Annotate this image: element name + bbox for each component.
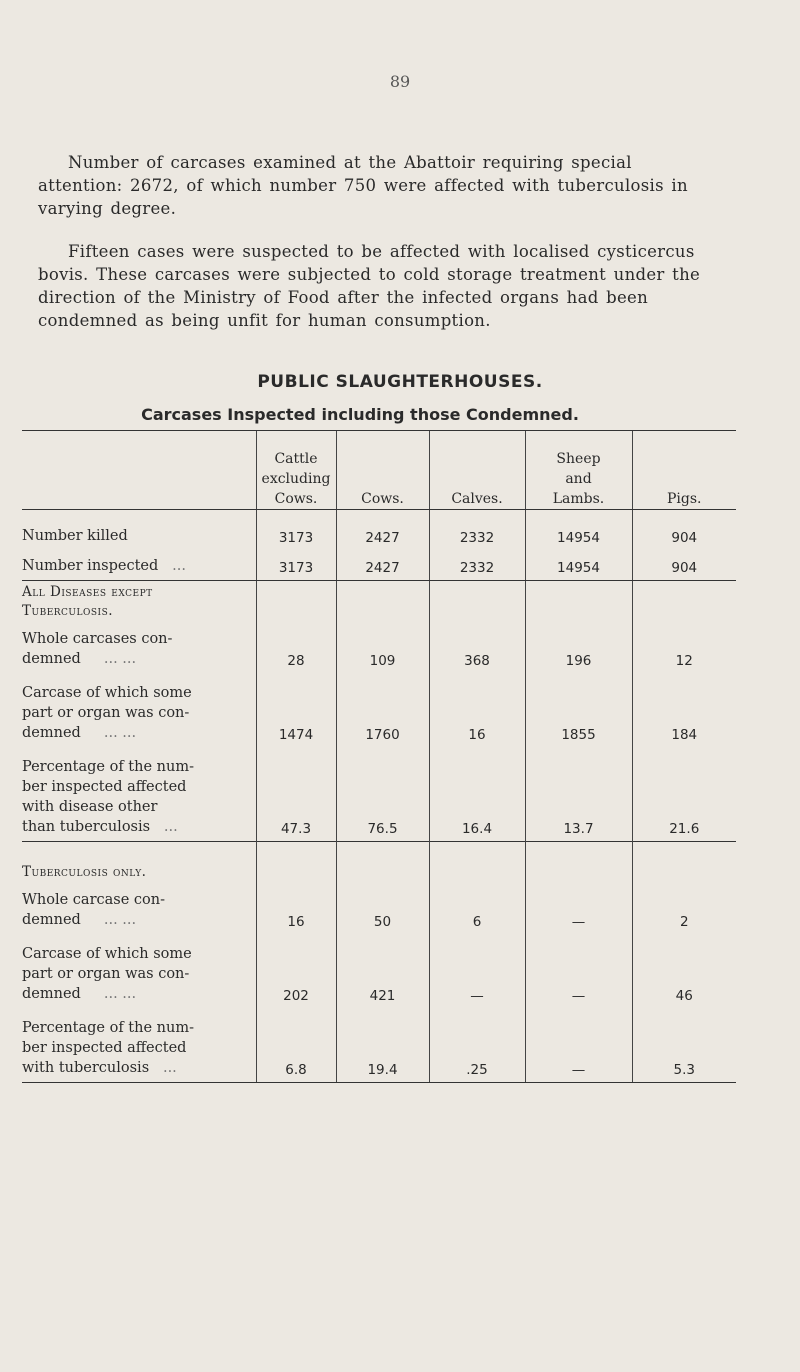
table-row [22, 745, 736, 842]
row-label: Whole carcase con- demned ... ... [22, 892, 165, 928]
cell-value: — [525, 882, 632, 932]
table-row [22, 882, 736, 932]
cell-value: 16 [256, 882, 336, 932]
cell-value: .25 [429, 1006, 525, 1083]
cell-value: 13.7 [525, 745, 632, 842]
slaughterhouse-table [22, 430, 736, 1083]
cell-value: 368 [429, 621, 525, 671]
section-header-row [22, 842, 736, 883]
cell-value: 421 [336, 932, 429, 1006]
row-label: Carcase of which some part or organ was con- demned ... ... [22, 685, 192, 741]
cell-value: 904 [632, 510, 736, 547]
cell-value: 1760 [336, 671, 429, 745]
cell-value: 109 [336, 621, 429, 671]
cell-value: 46 [632, 932, 736, 1006]
cell-value: 16 [429, 671, 525, 745]
cell-value: 6.8 [256, 1006, 336, 1083]
cell-value: 196 [525, 621, 632, 671]
table-row [22, 932, 736, 1006]
row-label: Percentage of the num- ber inspected affected with tuberculosis ... [22, 1006, 256, 1083]
section-header-row [22, 581, 736, 622]
cell-value: 2427 [336, 510, 429, 547]
cell-value: 12 [632, 621, 736, 671]
cell-value: 14954 [525, 546, 632, 581]
row-label: Whole carcases con- demned ... ... [22, 631, 173, 667]
cell-value: — [525, 932, 632, 1006]
section-title-tuberculosis: Tuberculosis only. [22, 842, 256, 883]
table-row [22, 1006, 736, 1083]
cell-value: 1474 [256, 671, 336, 745]
header-sheep: Sheep and Lambs. [525, 431, 632, 510]
header-calves: Calves. [429, 431, 525, 510]
cell-value: 184 [632, 671, 736, 745]
cell-value: 50 [336, 882, 429, 932]
cell-value: 904 [632, 546, 736, 581]
cell-value: 202 [256, 932, 336, 1006]
cell-value: 47.3 [256, 745, 336, 842]
cell-value: 21.6 [632, 745, 736, 842]
row-label: Percentage of the num- ber inspected affected with disease other than tuberculosis ... [22, 759, 194, 835]
paragraph-abattoir-summary: Number of carcases examined at the Abattoir requiring special attention: 2672, of which number 750 were affected with tuberculosis in varying degree. [38, 153, 688, 218]
header-cows: Cows. [336, 431, 429, 510]
header-pigs: Pigs. [632, 431, 736, 510]
cell-value: 3173 [256, 510, 336, 547]
table-row [22, 671, 736, 745]
cell-value: 6 [429, 882, 525, 932]
cell-value: 5.3 [632, 1006, 736, 1083]
cell-value: 2332 [429, 510, 525, 547]
cell-value: 28 [256, 621, 336, 671]
cell-value: 76.5 [336, 745, 429, 842]
cell-value: 19.4 [336, 1006, 429, 1083]
cell-value: 14954 [525, 510, 632, 547]
row-label: Carcase of which some part or organ was con- demned ... ... [22, 946, 192, 1002]
section-title-all-diseases: All Diseases except Tuberculosis. [22, 584, 153, 619]
cell-value: 2332 [429, 546, 525, 581]
header-cattle: Cattle excluding Cows. [256, 431, 336, 510]
table-row [22, 510, 736, 547]
cell-value: 3173 [256, 546, 336, 581]
cell-value: 2427 [336, 546, 429, 581]
cell-value: — [429, 932, 525, 1006]
cell-value: — [525, 1006, 632, 1083]
row-label: Number inspected ... [22, 546, 256, 581]
table-heading: PUBLIC SLAUGHTERHOUSES. [257, 372, 543, 392]
table-row [22, 546, 736, 581]
cell-value: 2 [632, 882, 736, 932]
cell-value: 1855 [525, 671, 632, 745]
page-number: 89 [389, 72, 411, 91]
paragraph-cysticercus: Fifteen cases were suspected to be affected with localised cysticercus bovis. These carcases were subjected to cold storage treatment under the direction of the Ministry of Food after the infected organs had been condemned as being unfit for human consumption. [38, 242, 701, 330]
table-row [22, 621, 736, 671]
header-blank [22, 431, 256, 510]
table-subheading: Carcases Inspected including those Condemned. [141, 405, 579, 424]
header-row [22, 431, 736, 510]
cell-value: 16.4 [429, 745, 525, 842]
row-label: Number killed [22, 528, 128, 544]
